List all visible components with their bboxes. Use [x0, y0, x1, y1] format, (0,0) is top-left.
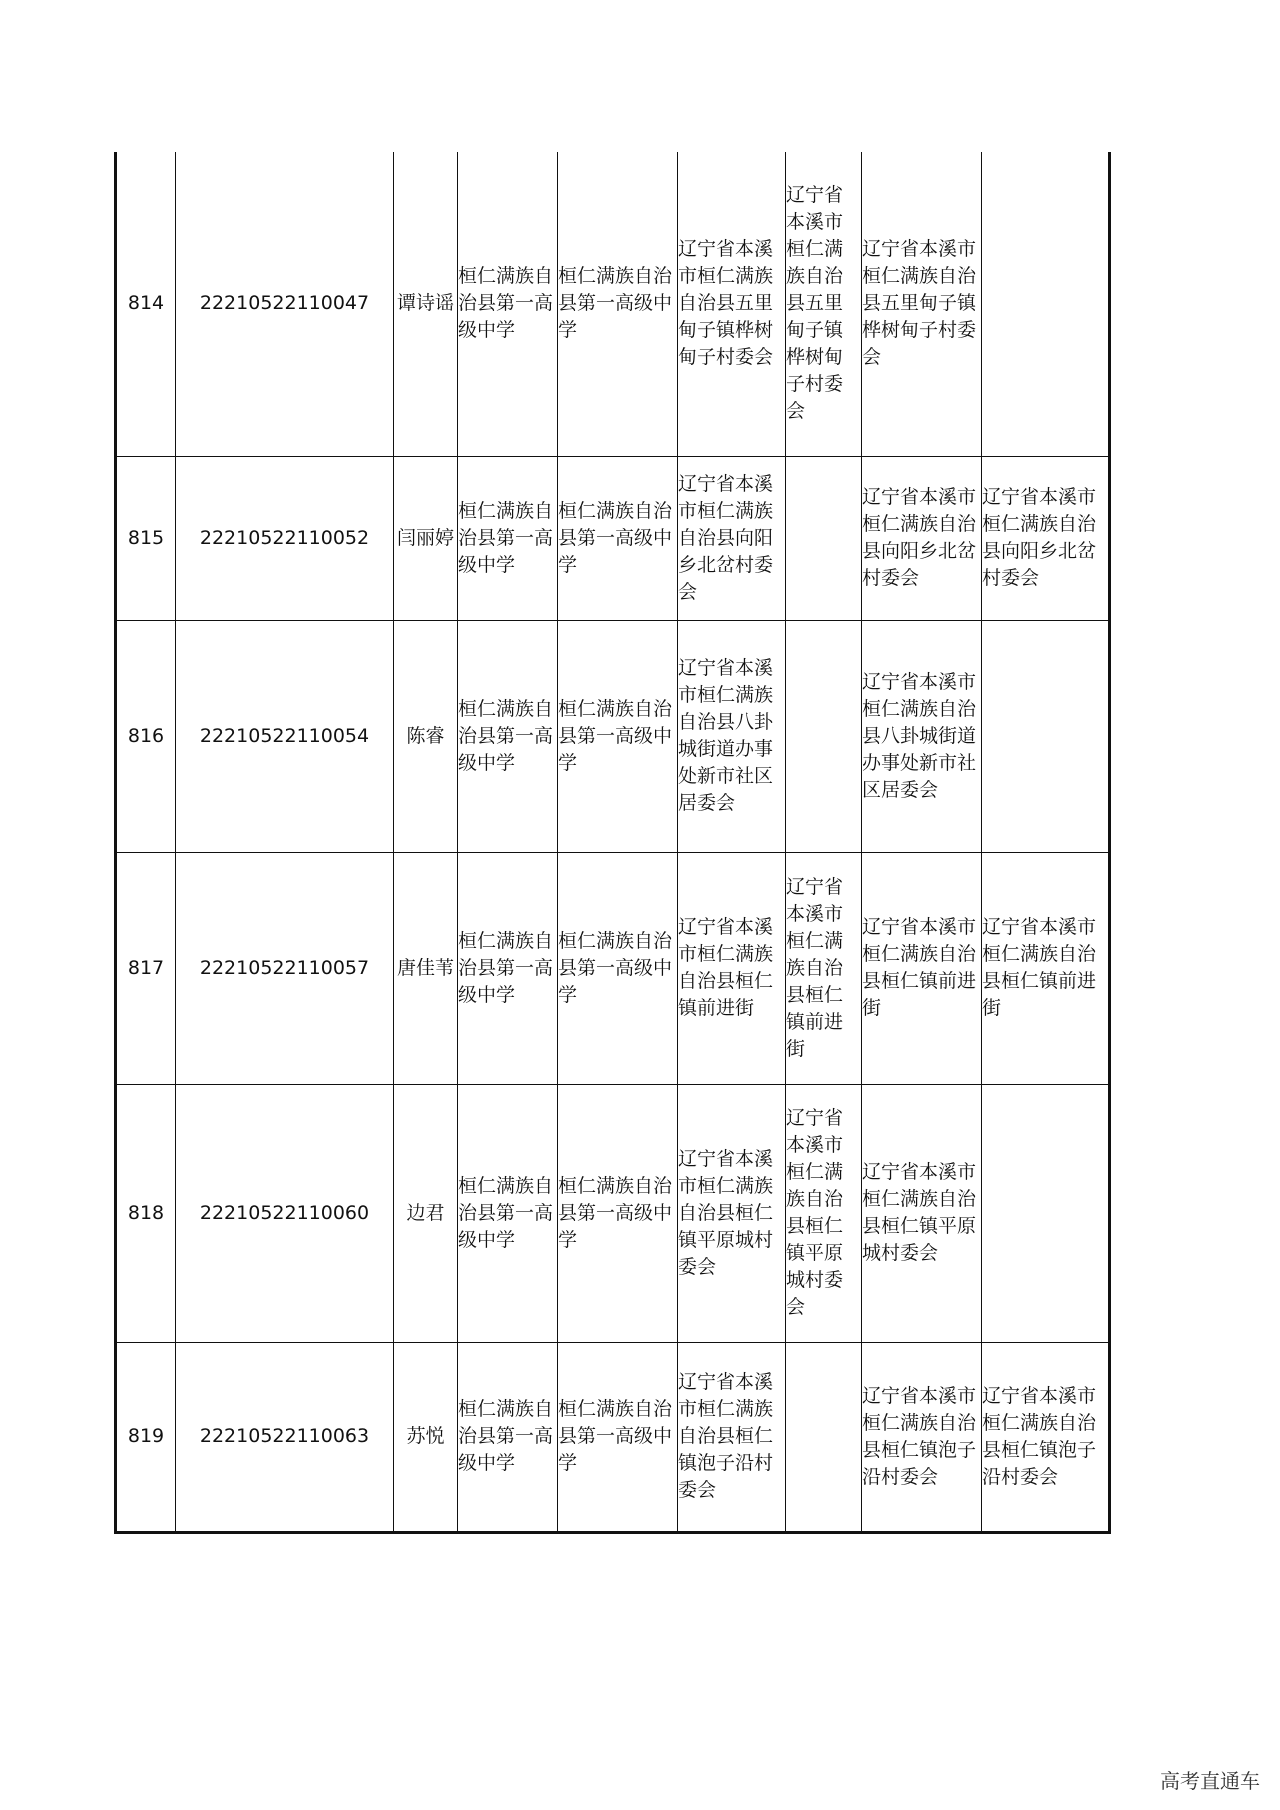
addr3-cell: 辽宁省本溪市桓仁满族自治县桓仁镇泡子沿村委会	[862, 1342, 982, 1532]
addr1-cell: 辽宁省本溪市桓仁满族自治县桓仁镇泡子沿村委会	[678, 1342, 786, 1532]
id-cell: 22210522110054	[176, 620, 394, 852]
school2-cell: 桓仁满族自治县第一高级中学	[558, 152, 678, 456]
addr4-cell	[982, 152, 1110, 456]
addr2-cell	[786, 456, 862, 620]
table-row	[116, 1342, 1110, 1532]
addr4-cell	[982, 620, 1110, 852]
addr2-cell	[786, 1342, 862, 1532]
name-cell: 闫丽婷	[394, 456, 458, 620]
table-row	[116, 456, 1110, 620]
school-cell: 桓仁满族自治县第一高级中学	[458, 152, 558, 456]
addr2-cell: 辽宁省本溪市桓仁满族自治县桓仁镇平原城村委会	[786, 1084, 862, 1342]
school-cell: 桓仁满族自治县第一高级中学	[458, 1342, 558, 1532]
name-cell: 谭诗谣	[394, 152, 458, 456]
school-cell: 桓仁满族自治县第一高级中学	[458, 620, 558, 852]
addr1-cell: 辽宁省本溪市桓仁满族自治县桓仁镇前进街	[678, 852, 786, 1084]
seq-cell: 818	[116, 1084, 176, 1342]
addr2-cell	[786, 620, 862, 852]
id-cell: 22210522110052	[176, 456, 394, 620]
watermark-text: 高考直通车	[1160, 1769, 1260, 1793]
table-row	[116, 152, 1110, 456]
table-row	[116, 620, 1110, 852]
addr4-cell: 辽宁省本溪市桓仁满族自治县向阳乡北岔村委会	[982, 456, 1110, 620]
student-table	[114, 152, 1111, 1534]
addr2-cell: 辽宁省本溪市桓仁满族自治县桓仁镇前进街	[786, 852, 862, 1084]
addr3-cell: 辽宁省本溪市桓仁满族自治县五里甸子镇桦树甸子村委会	[862, 152, 982, 456]
school2-cell: 桓仁满族自治县第一高级中学	[558, 620, 678, 852]
school2-cell: 桓仁满族自治县第一高级中学	[558, 852, 678, 1084]
addr4-cell: 辽宁省本溪市桓仁满族自治县桓仁镇泡子沿村委会	[982, 1342, 1110, 1532]
id-cell: 22210522110057	[176, 852, 394, 1084]
school2-cell: 桓仁满族自治县第一高级中学	[558, 456, 678, 620]
seq-cell: 815	[116, 456, 176, 620]
school2-cell: 桓仁满族自治县第一高级中学	[558, 1342, 678, 1532]
id-cell: 22210522110047	[176, 152, 394, 456]
addr4-cell	[982, 1084, 1110, 1342]
seq-cell: 817	[116, 852, 176, 1084]
name-cell: 苏悦	[394, 1342, 458, 1532]
school-cell: 桓仁满族自治县第一高级中学	[458, 852, 558, 1084]
id-cell: 22210522110063	[176, 1342, 394, 1532]
addr2-cell: 辽宁省本溪市桓仁满族自治县五里甸子镇桦树甸子村委会	[786, 152, 862, 456]
addr1-cell: 辽宁省本溪市桓仁满族自治县桓仁镇平原城村委会	[678, 1084, 786, 1342]
addr3-cell: 辽宁省本溪市桓仁满族自治县桓仁镇平原城村委会	[862, 1084, 982, 1342]
school2-cell: 桓仁满族自治县第一高级中学	[558, 1084, 678, 1342]
table-row	[116, 1084, 1110, 1342]
name-cell: 唐佳苇	[394, 852, 458, 1084]
addr3-cell: 辽宁省本溪市桓仁满族自治县桓仁镇前进街	[862, 852, 982, 1084]
addr3-cell: 辽宁省本溪市桓仁满族自治县八卦城街道办事处新市社区居委会	[862, 620, 982, 852]
addr1-cell: 辽宁省本溪市桓仁满族自治县八卦城街道办事处新市社区居委会	[678, 620, 786, 852]
addr3-cell: 辽宁省本溪市桓仁满族自治县向阳乡北岔村委会	[862, 456, 982, 620]
school-cell: 桓仁满族自治县第一高级中学	[458, 1084, 558, 1342]
addr1-cell: 辽宁省本溪市桓仁满族自治县向阳乡北岔村委会	[678, 456, 786, 620]
seq-cell: 814	[116, 152, 176, 456]
addr1-cell: 辽宁省本溪市桓仁满族自治县五里甸子镇桦树甸子村委会	[678, 152, 786, 456]
school-cell: 桓仁满族自治县第一高级中学	[458, 456, 558, 620]
seq-cell: 819	[116, 1342, 176, 1532]
seq-cell: 816	[116, 620, 176, 852]
name-cell: 陈睿	[394, 620, 458, 852]
id-cell: 22210522110060	[176, 1084, 394, 1342]
addr4-cell: 辽宁省本溪市桓仁满族自治县桓仁镇前进街	[982, 852, 1110, 1084]
name-cell: 边君	[394, 1084, 458, 1342]
table-row	[116, 852, 1110, 1084]
